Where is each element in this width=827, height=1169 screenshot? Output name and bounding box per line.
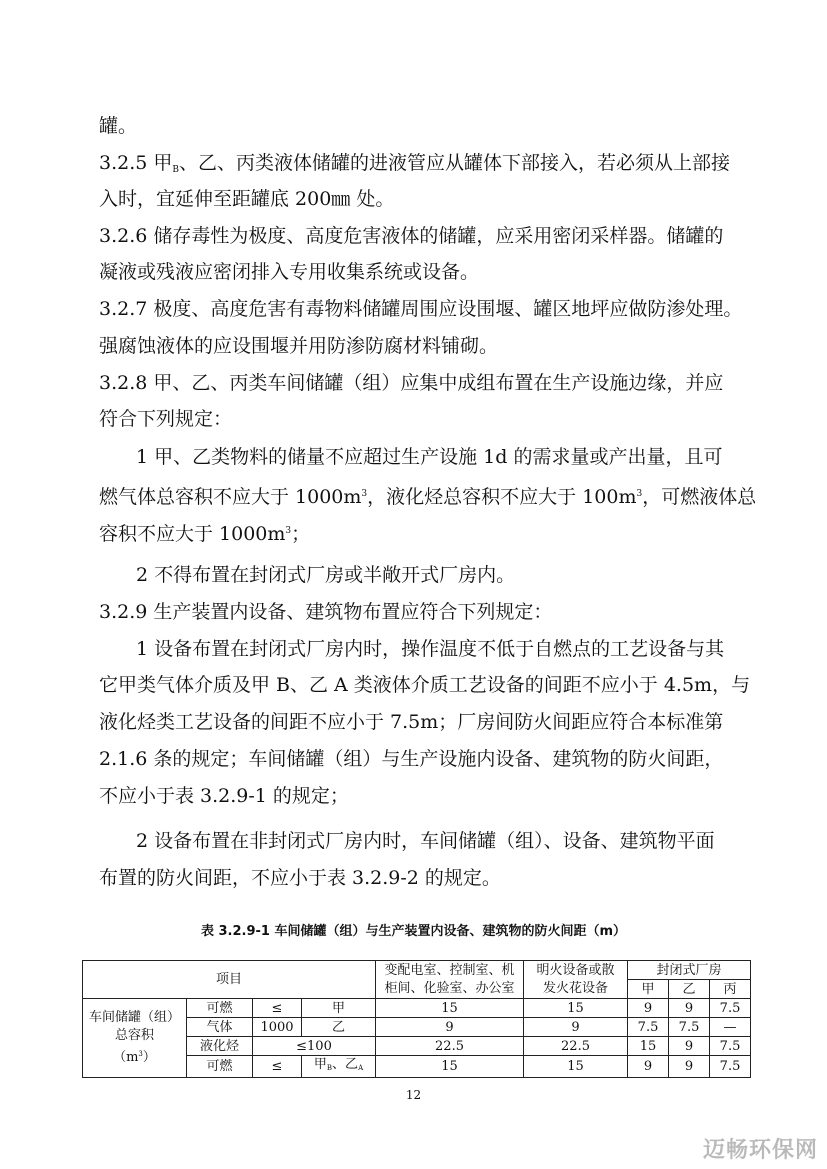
text-line: 布置的防火间距，不应小于表 3.2.9-2 的规定。	[99, 867, 501, 889]
header-class-c: 丙	[710, 980, 751, 999]
table-cell: 7.5	[669, 1018, 710, 1037]
table-cell: 15	[524, 1056, 628, 1078]
table-cell: 甲$_B$、乙$_A$	[302, 1056, 376, 1078]
row-header: 车间储罐（组） 总容积 $(m^3)$	[83, 999, 187, 1078]
table-cell: 7.5	[710, 1056, 751, 1078]
table-cell: 可燃	[187, 999, 253, 1018]
table-cell: 15	[524, 999, 628, 1018]
table-header-row	[83, 961, 751, 980]
table-cell: 15	[376, 1056, 524, 1078]
clause-number: 3.2.5	[99, 152, 148, 174]
text-line: 燃气体总容积不应大于 $1000m^3$，液化烃总容积不应大于 $100m^3$，可燃液体总	[99, 486, 757, 508]
clause-number: 3.2.9	[99, 601, 148, 623]
clause-number: 3.2.6	[99, 225, 148, 247]
clause-3-2-8: 3.2.8 甲、乙、丙类车间储罐（组）应集中成组布置在生产设施边缘，并应	[99, 372, 724, 394]
header-class-a: 甲	[628, 980, 669, 999]
table-cell: 液化烃	[187, 1037, 253, 1056]
fire-distance-table	[82, 960, 751, 1078]
item-2: 2 不得布置在封闭式厂房或半敞开式厂房内。	[136, 564, 516, 586]
text-line: 不应小于表 3.2.9-1 的规定；	[99, 785, 349, 807]
table-cell: ≤100	[253, 1037, 376, 1056]
watermark-logo: 迈畅环保网	[703, 1138, 819, 1163]
table-cell: 22.5	[376, 1037, 524, 1056]
table-cell: 9	[628, 1056, 669, 1078]
table-cell: ≤	[253, 999, 302, 1018]
table-cell: ≤	[253, 1056, 302, 1078]
text-line: 容积不应大于 $1000m^3$；	[99, 523, 311, 545]
table-cell: 可燃	[187, 1056, 253, 1078]
item-2: 2 设备布置在非封闭式厂房内时，车间储罐（组）、设备、建筑物平面	[136, 830, 715, 852]
table-cell: 7.5	[710, 1037, 751, 1056]
table-cell: 7.5	[710, 999, 751, 1018]
table-cell: —	[710, 1018, 751, 1037]
table-cell: 乙	[302, 1018, 376, 1037]
text-line: 符合下列规定：	[99, 408, 233, 430]
table-cell: 9	[524, 1018, 628, 1037]
header-class-b: 乙	[669, 980, 710, 999]
table-cell: 气体	[187, 1018, 253, 1037]
header-control-room: 变配电室、控制室、机 柜间、化验室、办公室	[376, 961, 524, 999]
clause-3-2-5: 3.2.5 甲$_B$、乙、丙类液体储罐的进液管应从罐体下部接入，若必须从上部接	[99, 152, 731, 175]
table-cell: 1000	[253, 1018, 302, 1037]
text-line: 它甲类气体介质及甲 B、乙 A 类液体介质工艺设备的间距不应小于 4.5m，与	[99, 674, 751, 696]
table-cell: 9	[628, 999, 669, 1018]
text-line: 入时，宜延伸至距罐底 200㎜ 处。	[99, 188, 395, 210]
clause-3-2-6: 3.2.6 储存毒性为极度、高度危害液体的储罐，应采用密闭采样器。储罐的	[99, 225, 724, 247]
item-1: 1 甲、乙类物料的储量不应超过生产设施 1d 的需求量或产出量，且可	[136, 446, 723, 468]
table-cell: 9	[669, 1056, 710, 1078]
table-cell: 15	[376, 999, 524, 1018]
table-cell: 9	[669, 999, 710, 1018]
page-number: 12	[405, 1088, 422, 1102]
header-open-flame: 明火设备或散 发火花设备	[524, 961, 628, 999]
table-caption: 表 3.2.9-1 车间储罐（组）与生产装置内设备、建筑物的防火间距（m）	[200, 924, 627, 939]
table-cell: 9	[669, 1037, 710, 1056]
header-item: 项目	[83, 961, 376, 999]
text-line: 液化烃类工艺设备的间距不应小于 7.5m；厂房间防火间距应符合本标准第	[99, 711, 724, 733]
header-closed-workshop: 封闭式厂房	[628, 961, 751, 980]
item-1: 1 设备布置在封闭式厂房内时，操作温度不低于自燃点的工艺设备与其	[136, 638, 725, 660]
table-row	[83, 999, 751, 1018]
table-cell: 7.5	[628, 1018, 669, 1037]
text-line: 2.1.6 条的规定；车间储罐（组）与生产设施内设备、建筑物的防火间距，	[99, 748, 724, 770]
clause-number: 3.2.8	[99, 372, 148, 394]
clause-number: 3.2.7	[99, 298, 148, 320]
text-line: 凝液或残液应密闭排入专用收集系统或设备。	[99, 261, 480, 283]
table-cell: 22.5	[524, 1037, 628, 1056]
table-cell: 甲	[302, 999, 376, 1018]
table-cell: 15	[628, 1037, 669, 1056]
text-line: 强腐蚀液体的应设围堰并用防渗防腐材料铺砌。	[99, 335, 499, 357]
table-cell: 9	[376, 1018, 524, 1037]
clause-3-2-7: 3.2.7 极度、高度危害有毒物料储罐周围应设围堰、罐区地坪应做防渗处理。	[99, 298, 743, 320]
text-line: 罐。	[99, 115, 138, 137]
clause-3-2-9: 3.2.9 生产装置内设备、建筑物布置应符合下列规定：	[99, 601, 553, 623]
